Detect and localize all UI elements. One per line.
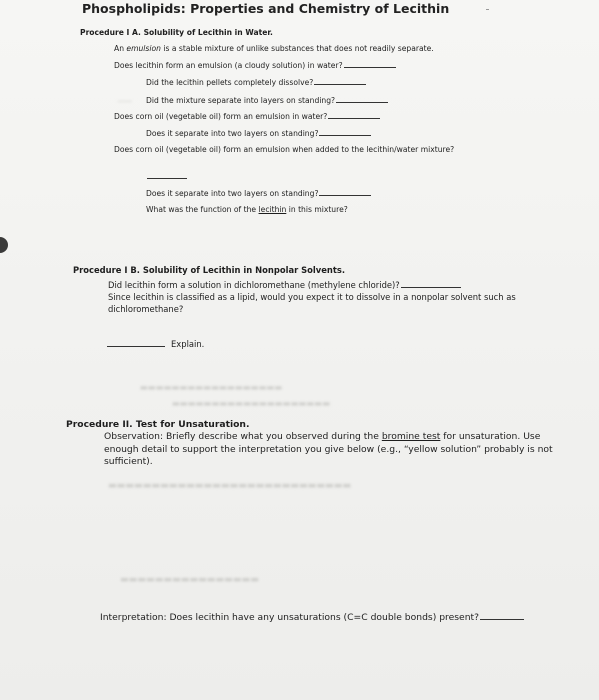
observation-text-end: for unsaturation. Use enough detail to support the interpretation you give below (e.g., “yellow solution” probably is not sufficient). <box>104 431 553 467</box>
question-text: Did the mixture separate into layers on standing? <box>146 96 336 105</box>
faint-mark: ─── <box>118 97 132 106</box>
faint-erased-text: ▬▬▬▬▬▬▬▬▬▬▬▬▬▬▬▬ <box>120 574 259 585</box>
bromine-test-underlined: bromine test <box>381 431 441 442</box>
answer-blank-1a-6 <box>146 172 187 181</box>
answer-blank[interactable] <box>314 84 366 85</box>
answer-blank[interactable] <box>319 195 371 196</box>
faint-erased-text: ▬▬▬▬▬▬▬▬▬▬▬▬▬▬▬▬▬▬▬▬ <box>172 398 331 408</box>
observation-text: Observation: Briefly describe what you observed during the <box>104 431 382 442</box>
answer-blank[interactable] <box>147 178 187 179</box>
definition-term: emulsion <box>126 44 161 53</box>
question-text: What was the function of the <box>146 205 259 214</box>
question-1a-7 <box>146 189 371 198</box>
section-2-heading: Procedure II. Test for Unsaturation. <box>66 419 250 430</box>
explain-label: Explain. <box>171 339 205 349</box>
question-1a-8 <box>146 205 348 214</box>
answer-blank[interactable] <box>401 287 461 288</box>
corner-mark <box>486 9 489 10</box>
section-1b-heading: Procedure I B. Solubility of Lecithin in Nonpolar Solvents. <box>73 265 346 275</box>
answer-blank[interactable] <box>480 619 524 620</box>
section-1a-heading: Procedure I A. Solubility of Lecithin in Water. <box>80 28 273 37</box>
page-edge-tab <box>0 237 8 253</box>
question-text-end: in this mixture? <box>286 205 348 214</box>
answer-blank[interactable] <box>328 118 380 119</box>
question-text: Did the lecithin pellets completely dissolve? <box>146 78 314 87</box>
question-text: Interpretation: Does lecithin have any unsaturations (C=C double bonds) present? <box>100 612 479 623</box>
question-1a-5 <box>146 129 371 138</box>
definition-prefix: An <box>114 44 127 53</box>
question-1b-1 <box>108 280 461 290</box>
observation-prompt <box>104 431 574 469</box>
question-text: Does it separate into two layers on standing? <box>146 189 319 198</box>
answer-blank[interactable] <box>319 135 371 136</box>
question-1b-explain <box>106 339 204 349</box>
definition-text: is a stable mixture of unlike substances that does not readily separate. <box>160 44 434 53</box>
question-text: Does corn oil (vegetable oil) form an emulsion in water? <box>114 112 328 121</box>
question-1a-4 <box>114 112 380 121</box>
question-text: Did lecithin form a solution in dichloromethane (methylene chloride)? <box>108 280 400 290</box>
question-1b-2: Since lecithin is classified as a lipid, would you expect it to dissolve in a nonpolar solvent such as dichloromethane? <box>108 292 516 314</box>
question-1a-6 <box>114 145 454 154</box>
answer-blank[interactable] <box>107 346 165 347</box>
answer-blank[interactable] <box>336 102 388 103</box>
interpretation-question <box>100 612 524 623</box>
answer-blank[interactable] <box>344 67 396 68</box>
question-1a-2 <box>146 78 366 87</box>
faint-erased-text: ▬▬▬▬▬▬▬▬▬▬▬▬▬▬▬▬▬▬ <box>140 382 283 392</box>
question-1a-1 <box>114 61 396 70</box>
faint-erased-text: ▬▬▬▬▬▬▬▬▬▬▬▬▬▬▬▬▬▬▬▬▬▬▬▬▬▬▬▬ <box>108 480 352 491</box>
question-text: Does lecithin form an emulsion (a cloudy solution) in water? <box>114 61 343 70</box>
lecithin-underlined: lecithin <box>258 205 287 214</box>
question-text: Does corn oil (vegetable oil) form an emulsion when added to the lecithin/water mixture? <box>114 145 455 154</box>
emulsion-definition <box>114 44 434 53</box>
question-1a-3 <box>146 96 388 105</box>
question-text: Does it separate into two layers on standing? <box>146 129 319 138</box>
page-title: Phospholipids: Properties and Chemistry of Lecithin <box>82 1 450 16</box>
